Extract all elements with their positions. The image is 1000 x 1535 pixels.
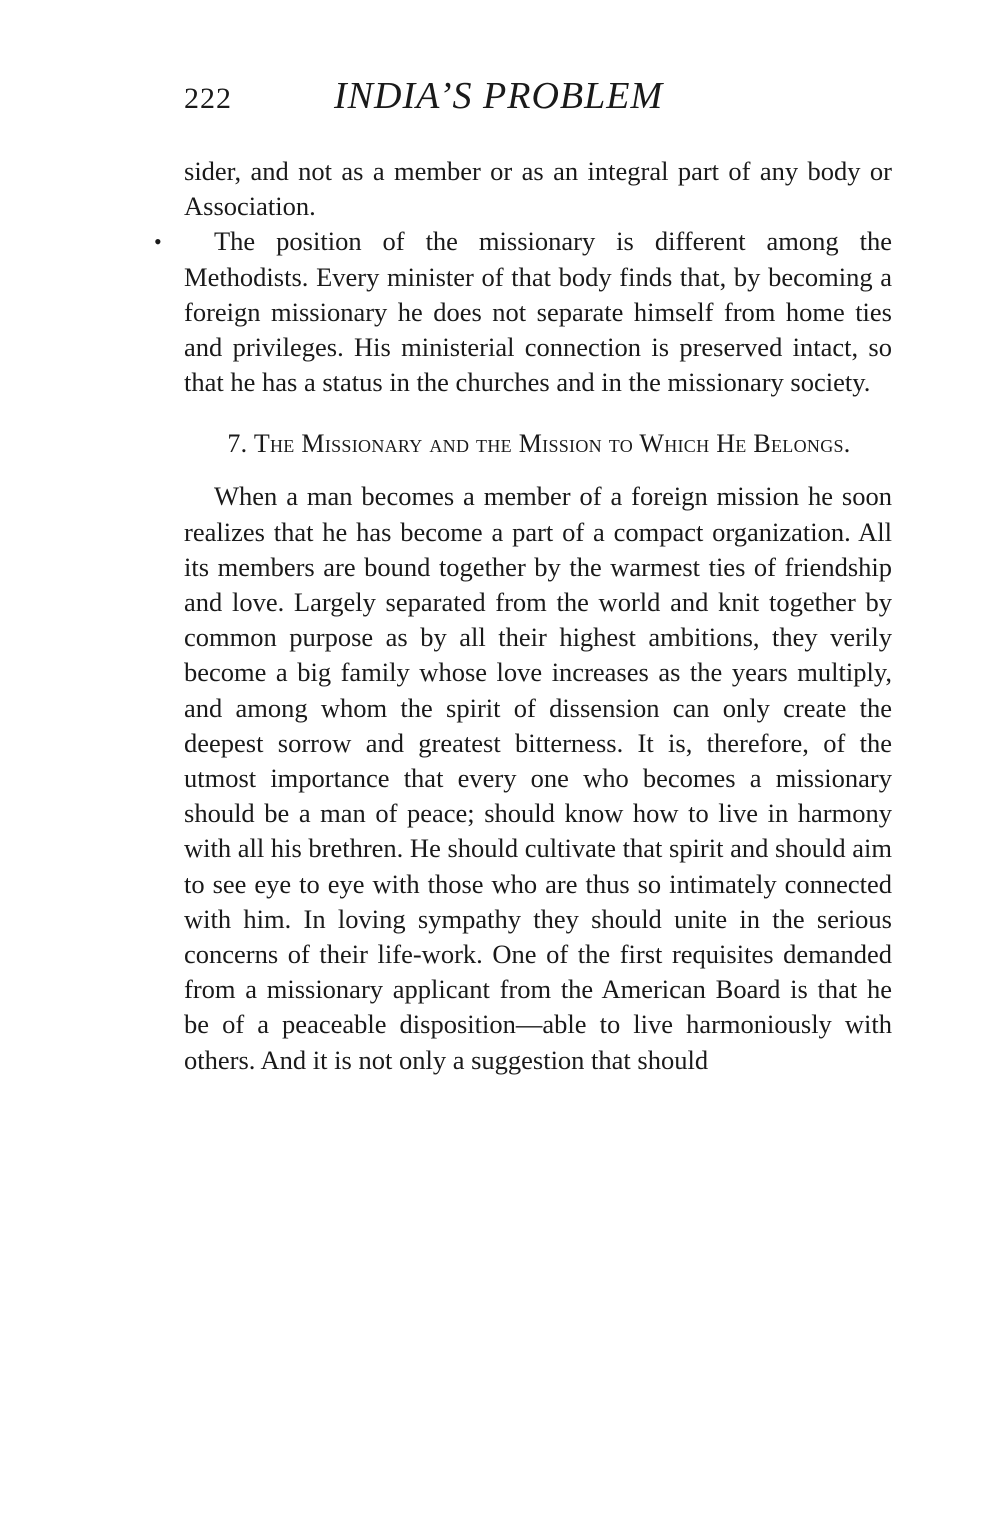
book-page xyxy=(154,70,893,1078)
paragraph-continuation: sider, and not as a member or as an integral part of any body or Association. xyxy=(184,156,892,222)
page-number: 222 xyxy=(184,82,232,115)
section-number: 7. xyxy=(227,429,248,459)
section-title: The Missionary and the Mission to Which He Belongs. xyxy=(253,429,851,459)
section-heading xyxy=(184,426,892,461)
paragraph-methodists-wrapper xyxy=(154,224,892,400)
paragraph-mission: When a man becomes a member of a foreign mission he soon realizes that he has become a part of a compact organization. All its members are bound together by the warmest ties of friendship and love. Largely separated from the world and knit together by common purpose as by all their highest ambitions, they verily become a big family whose love increases as the years multiply, and among whom the spirit of dissension can only create the deepest sorrow and greatest bitterness. It is, therefore, of the utmost importance that every one who becomes a missionary should be a man of peace; should know how to live in harmony with all his brethren. He should cultivate that spirit and should aim to see eye to eye with those who are thus so intimately connected with him. In loving sympathy they should unite in the serious concerns of their life-work. One of the first requisites demanded from a missionary applicant from the American Board is that he be of a peaceable disposition—able to live harmoniously with others. And it is not only a suggestion that should xyxy=(184,481,893,1075)
paragraph-methodists: The position of the missionary is different among the Methodists. Every minister of that body finds that, by becoming a foreign missionary he does not separate himself from home ties and privileges. His ministerial connection is preserved intact, so that he has a status in the churches and in the missionary society. xyxy=(184,226,892,398)
running-head xyxy=(184,70,892,130)
running-title: INDIA’S PROBLEM xyxy=(334,75,664,117)
bullet-mark: • xyxy=(154,229,162,255)
